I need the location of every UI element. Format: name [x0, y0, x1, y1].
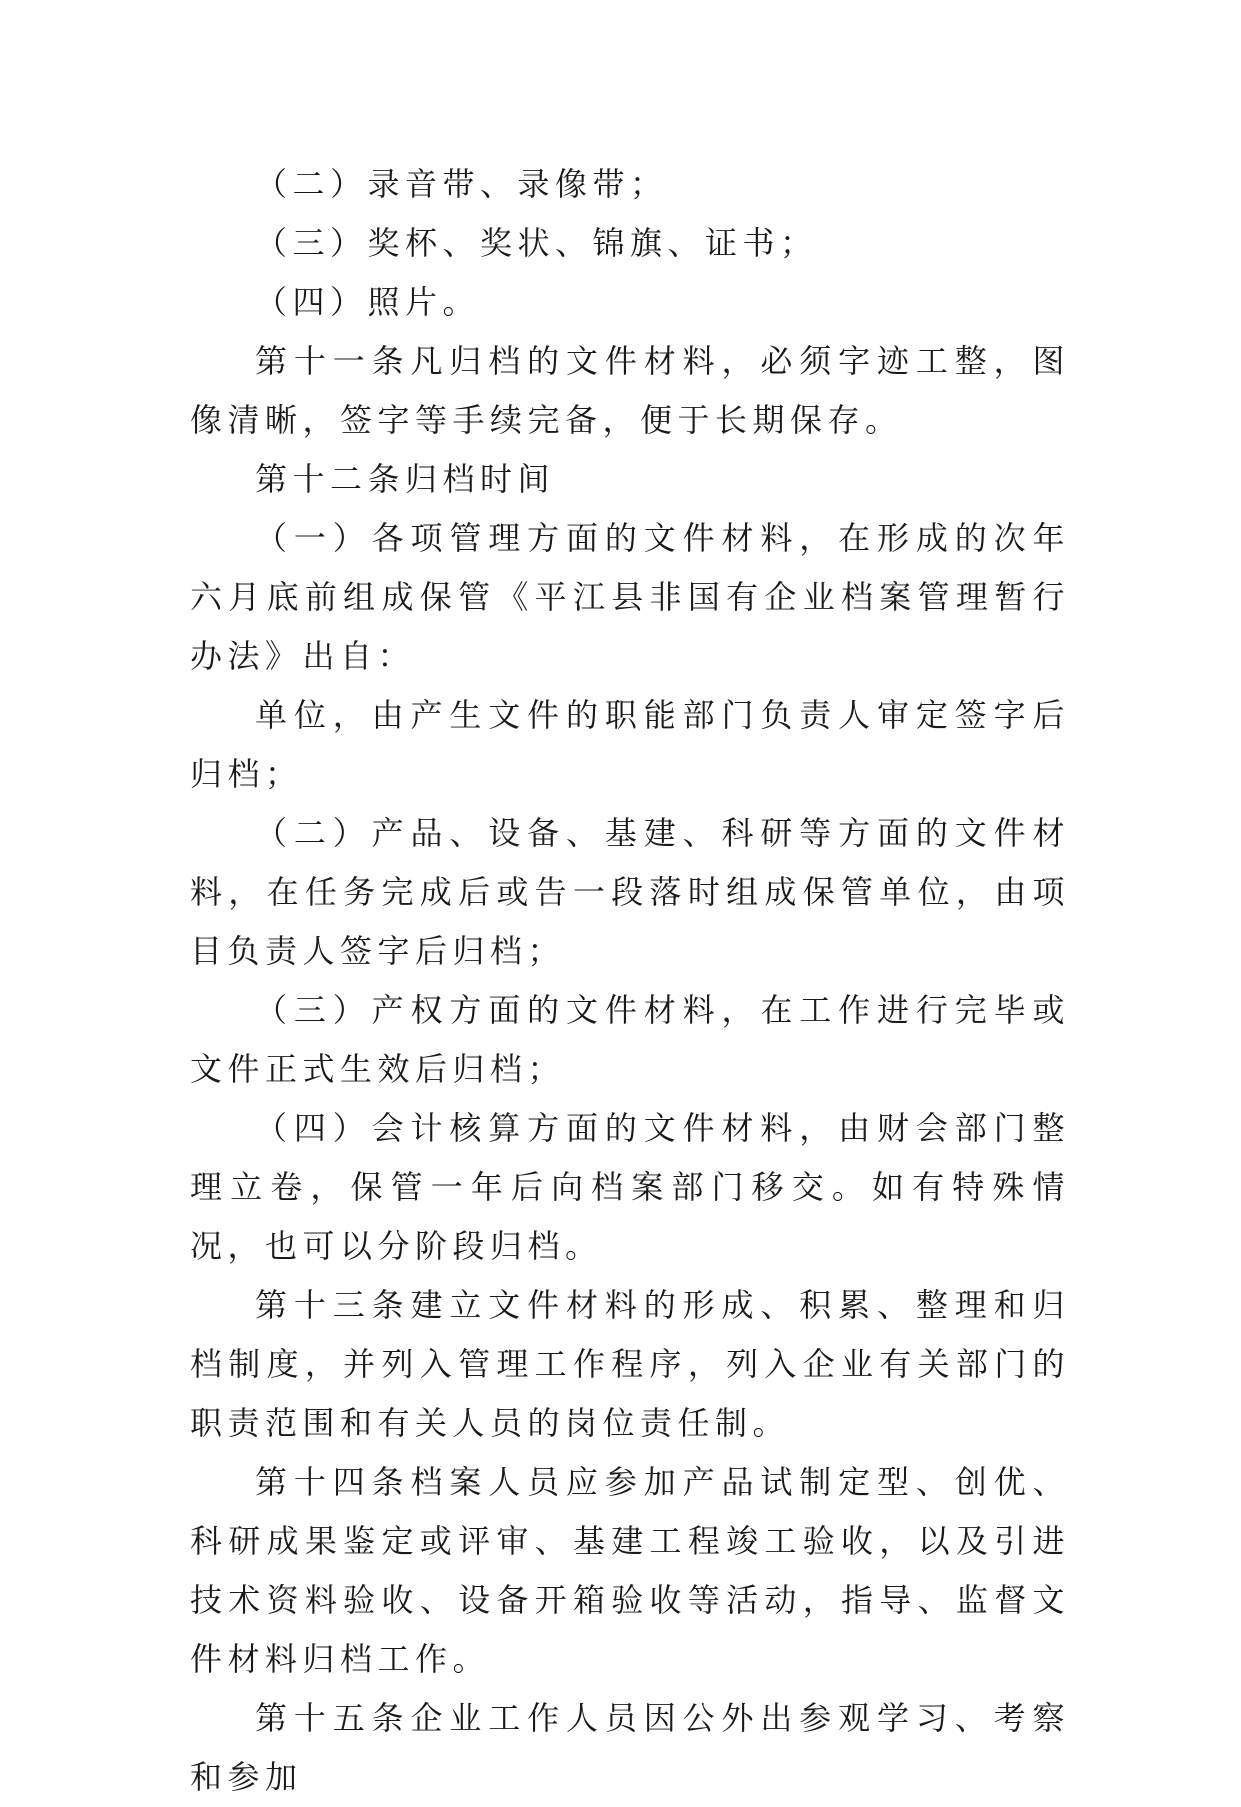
paragraph-article-14: 第十四条档案人员应参加产品试制定型、创优、科研成果鉴定或评审、基建工程竣工验收，以及引进技术资料验收、设备开箱验收等活动，指导、监督文件材料归档工作。 [190, 1463, 1070, 1678]
paragraph-article-13: 第十三条建立文件材料的形成、积累、整理和归档制度，并列入管理工作程序，列入企业有关部门的职责范围和有关人员的岗位责任制。 [190, 1286, 1070, 1442]
paragraph-article-12-item-1-cont: 单位，由产生文件的职能部门负责人审定签字后归档； [190, 696, 1070, 793]
paragraph-item-2: （二）录音带、录像带； [255, 165, 668, 203]
paragraph-article-12-item-1: （一）各项管理方面的文件材料，在形成的次年六月底前组成保管《平江县非国有企业档案管理暂行办法》出自： [190, 519, 1070, 675]
document-body [190, 155, 1070, 1807]
paragraph-article-12-item-3: （三）产权方面的文件材料，在工作进行完毕或文件正式生效后归档； [190, 991, 1070, 1088]
paragraph-article-12-item-2: （二）产品、设备、基建、科研等方面的文件材料，在任务完成后或告一段落时组成保管单位，由项目负责人签字后归档； [190, 814, 1070, 970]
paragraph-article-11: 第十一条凡归档的文件材料，必须字迹工整，图像清晰，签字等手续完备，便于长期保存。 [190, 342, 1070, 439]
paragraph-article-15: 第十五条企业工作人员因公外出参观学习、考察和参加 [190, 1699, 1070, 1796]
paragraph-article-12-heading: 第十二条归档时间 [255, 460, 556, 498]
paragraph-item-3: （三）奖杯、奖状、锦旗、证书； [255, 224, 818, 262]
paragraph-item-4: （四）照片。 [255, 283, 481, 321]
paragraph-article-12-item-4: （四）会计核算方面的文件材料，由财会部门整理立卷，保管一年后向档案部门移交。如有特殊情况，也可以分阶段归档。 [190, 1109, 1070, 1265]
